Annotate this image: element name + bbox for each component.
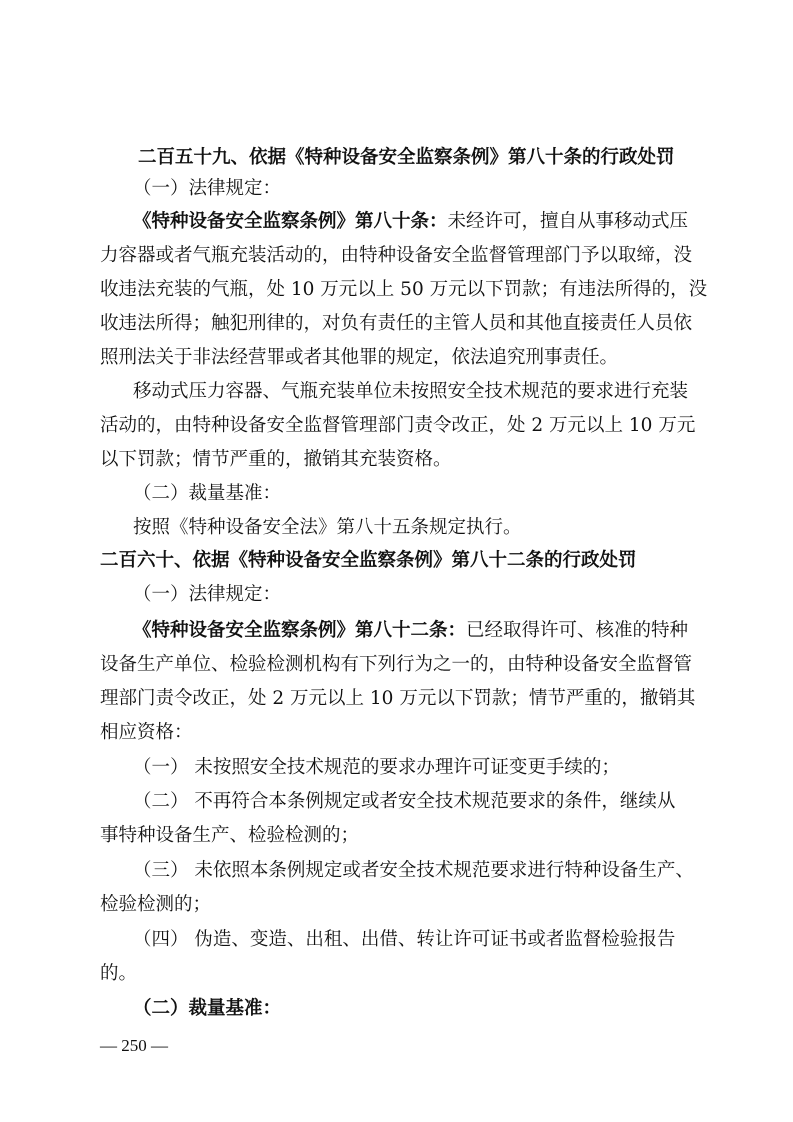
section-heading: 二百六十、依据《特种设备安全监察条例》第八十二条的行政处罚 bbox=[100, 550, 637, 571]
list-item: （三） 未依照本条例规定或者安全技术规范要求进行特种设备生产、 bbox=[133, 860, 694, 881]
paragraph-line: 活动的，由特种设备安全监督管理部门责令改正，处 2 万元以上 10 万元 bbox=[100, 415, 696, 436]
article-line bbox=[133, 619, 688, 643]
article-line: 设备生产单位、检验检测机构有下列行为之一的，由特种设备安全监督管 bbox=[100, 654, 693, 675]
article-text: 已经取得许可、核准的特种 bbox=[466, 620, 689, 641]
article-line: 收违法所得；触犯刑律的，对负有责任的主管人员和其他直接责任人员依 bbox=[100, 313, 693, 334]
article-line: 理部门责令改正，处 2 万元以上 10 万元以下罚款；情节严重的，撤销其 bbox=[100, 688, 696, 709]
article-line bbox=[133, 210, 688, 234]
paragraph-line: 移动式压力容器、气瓶充装单位未按照安全技术规范的要求进行充装 bbox=[133, 381, 689, 402]
article-line: 力容器或者气瓶充装活动的，由特种设备安全监督管理部门予以取缔，没 bbox=[100, 245, 693, 266]
article-line: 相应资格： bbox=[100, 722, 193, 743]
article-text: 未经许可，擅自从事移动式压 bbox=[447, 211, 689, 232]
list-item: （一） 未按照安全技术规范的要求办理许可证变更手续的； bbox=[133, 757, 620, 778]
legal-provision-label: （一）法律规定： bbox=[133, 584, 282, 605]
discretion-standard-text: 按照《特种设备安全法》第八十五条规定执行。 bbox=[133, 517, 522, 538]
paragraph-line: 以下罚款；情节严重的，撤销其充装资格。 bbox=[100, 449, 452, 470]
list-item: （二） 不再符合本条例规定或者安全技术规范要求的条件，继续从 bbox=[133, 791, 676, 812]
section-heading: 二百五十九、依据《特种设备安全监察条例》第八十条的行政处罚 bbox=[138, 147, 675, 168]
article-title: 《特种设备安全监察条例》第八十条： bbox=[133, 211, 448, 232]
page-number: — 250 — bbox=[100, 1036, 168, 1055]
article-line: 收违法充装的气瓶，处 10 万元以上 50 万元以下罚款；有违法所得的，没 bbox=[100, 279, 708, 300]
article-title: 《特种设备安全监察条例》第八十二条： bbox=[133, 620, 467, 641]
list-item-continuation: 的。 bbox=[100, 963, 138, 984]
list-item: （四） 伪造、变造、出租、出借、转让许可证书或者监督检验报告 bbox=[133, 929, 676, 950]
legal-provision-label: （一）法律规定： bbox=[133, 178, 282, 199]
list-item-continuation: 事特种设备生产、检验检测的； bbox=[100, 825, 360, 846]
article-line: 照刑法关于非法经营罪或者其他罪的规定，依法追究刑事责任。 bbox=[100, 347, 619, 368]
discretion-standard-label: （二）裁量基准： bbox=[133, 483, 282, 504]
list-item-continuation: 检验检测的； bbox=[100, 894, 212, 915]
discretion-standard-label: （二）裁量基准： bbox=[133, 998, 282, 1019]
